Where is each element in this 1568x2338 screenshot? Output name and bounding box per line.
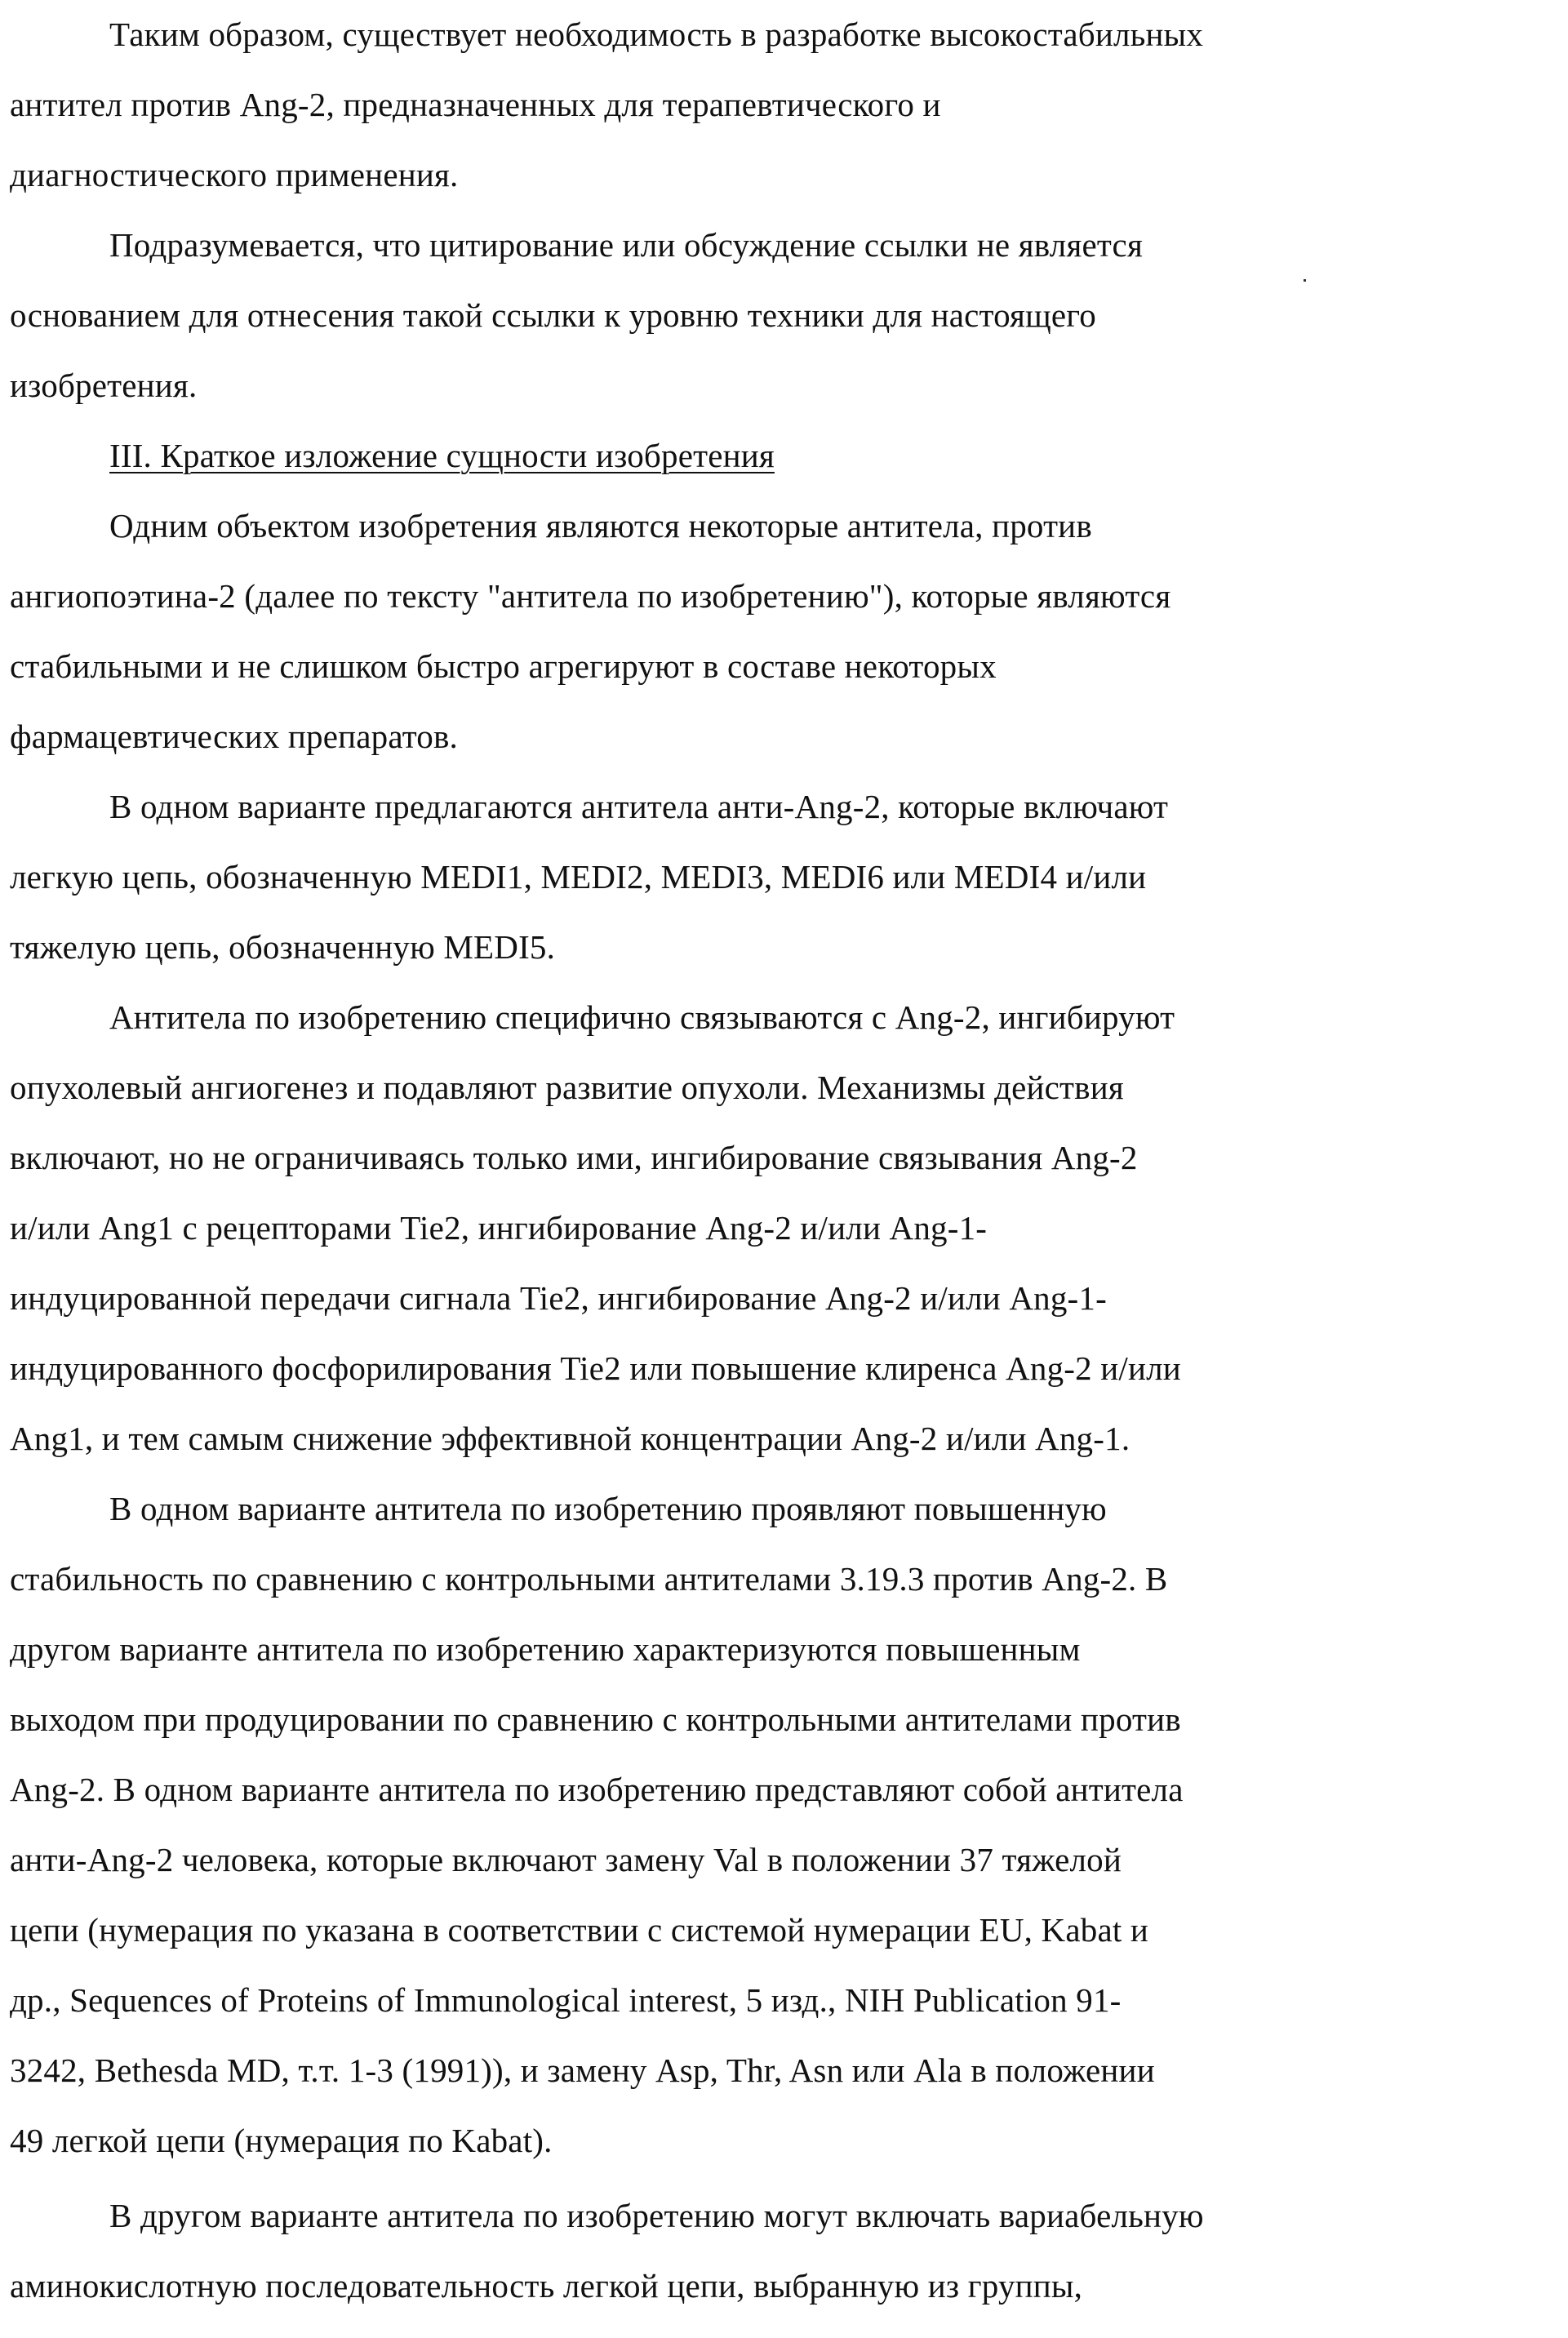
paragraph-3-line-1: Одним объектом изобретения являются некоторые антитела, против [109,507,1092,544]
paragraph-5-line-6: индуцированного фосфорилирования Tie2 или повышение клиренса Ang-2 и/или [10,1349,1181,1387]
paragraph-1-line-2: антител против Ang-2, предназначенных для терапевтического и [10,86,941,123]
paragraph-6-line-9: 3242, Bethesda MD, т.т. 1-3 (1991)), и замену Asp, Thr, Asn или Ala в положении [10,2051,1155,2089]
paragraph-7-line-2: аминокислотную последовательность легкой цепи, выбранную из группы, [10,2267,1083,2305]
paragraph-5-line-1: Антитела по изобретению специфично связываются с Ang-2, ингибируют [109,998,1175,1036]
paragraph-4-line-2: легкую цепь, обозначенную MEDI1, MEDI2, MEDI3, MEDI6 или MEDI4 и/или [10,858,1147,896]
paragraph-5-line-3: включают, но не ограничиваясь только ими, ингибирование связывания Ang-2 [10,1139,1138,1176]
paragraph-6-line-6: анти-Ang-2 человека, которые включают замену Val в положении 37 тяжелой [10,1841,1122,1878]
paragraph-4-line-1: В одном варианте предлагаются антитела анти-Ang-2, которые включают [109,788,1169,825]
paragraph-1-line-3: диагностического применения. [10,156,459,193]
paragraph-6-line-4: выходом при продуцировании по сравнению с контрольными антителами против [10,1700,1181,1738]
paragraph-1-line-1: Таким образом, существует необходимость в разработке высокостабильных [109,16,1204,53]
paragraph-2-line-3: изобретения. [10,367,198,404]
paragraph-6-line-10: 49 легкой цепи (нумерация по Kabat). [10,2122,553,2159]
paragraph-3-line-2: ангиопоэтина-2 (далее по тексту "антитела по изобретению"), которые являются [10,577,1171,615]
paragraph-6-line-5: Ang-2. В одном варианте антитела по изобретению представляют собой антитела [10,1771,1184,1808]
paragraph-5-line-5: индуцированной передачи сигнала Tie2, ингибирование Ang-2 и/или Ang-1- [10,1279,1107,1317]
section-heading: III. Краткое изложение сущности изобретения [109,437,775,474]
paragraph-3-line-4: фармацевтических препаратов. [10,718,458,755]
paragraph-7-line-1: В другом варианте антитела по изобретению могут включать вариабельную [109,2197,1204,2234]
paragraph-6-line-2: стабильность по сравнению с контрольными антителами 3.19.3 против Ang-2. В [10,1560,1168,1598]
paragraph-6-line-7: цепи (нумерация по указана в соответствии с системой нумерации EU, Kabat и [10,1911,1149,1949]
paragraph-4-line-3: тяжелую цепь, обозначенную MEDI5. [10,928,556,966]
paragraph-2-line-2: основанием для отнесения такой ссылки к уровню техники для настоящего [10,296,1096,334]
paragraph-3-line-3: стабильными и не слишком быстро агрегируют в составе некоторых [10,647,997,685]
paragraph-6-line-8: др., Sequences of Proteins of Immunological interest, 5 изд., NIH Publication 91- [10,1981,1122,2019]
paragraph-2-line-1: Подразумевается, что цитирование или обсуждение ссылки не является [109,226,1144,264]
paragraph-5-line-2: опухолевый ангиогенез и подавляют развитие опухоли. Механизмы действия [10,1069,1124,1106]
scan-artifact-dot [1304,279,1306,282]
paragraph-6-line-1: В одном варианте антитела по изобретению проявляют повышенную [109,1490,1107,1527]
paragraph-5-line-4: и/или Ang1 с рецепторами Tie2, ингибирование Ang-2 и/или Ang-1- [10,1209,988,1247]
paragraph-5-line-7: Ang1, и тем самым снижение эффективной концентрации Ang-2 и/или Ang-1. [10,1420,1130,1457]
paragraph-6-line-3: другом варианте антитела по изобретению характеризуются повышенным [10,1630,1081,1668]
